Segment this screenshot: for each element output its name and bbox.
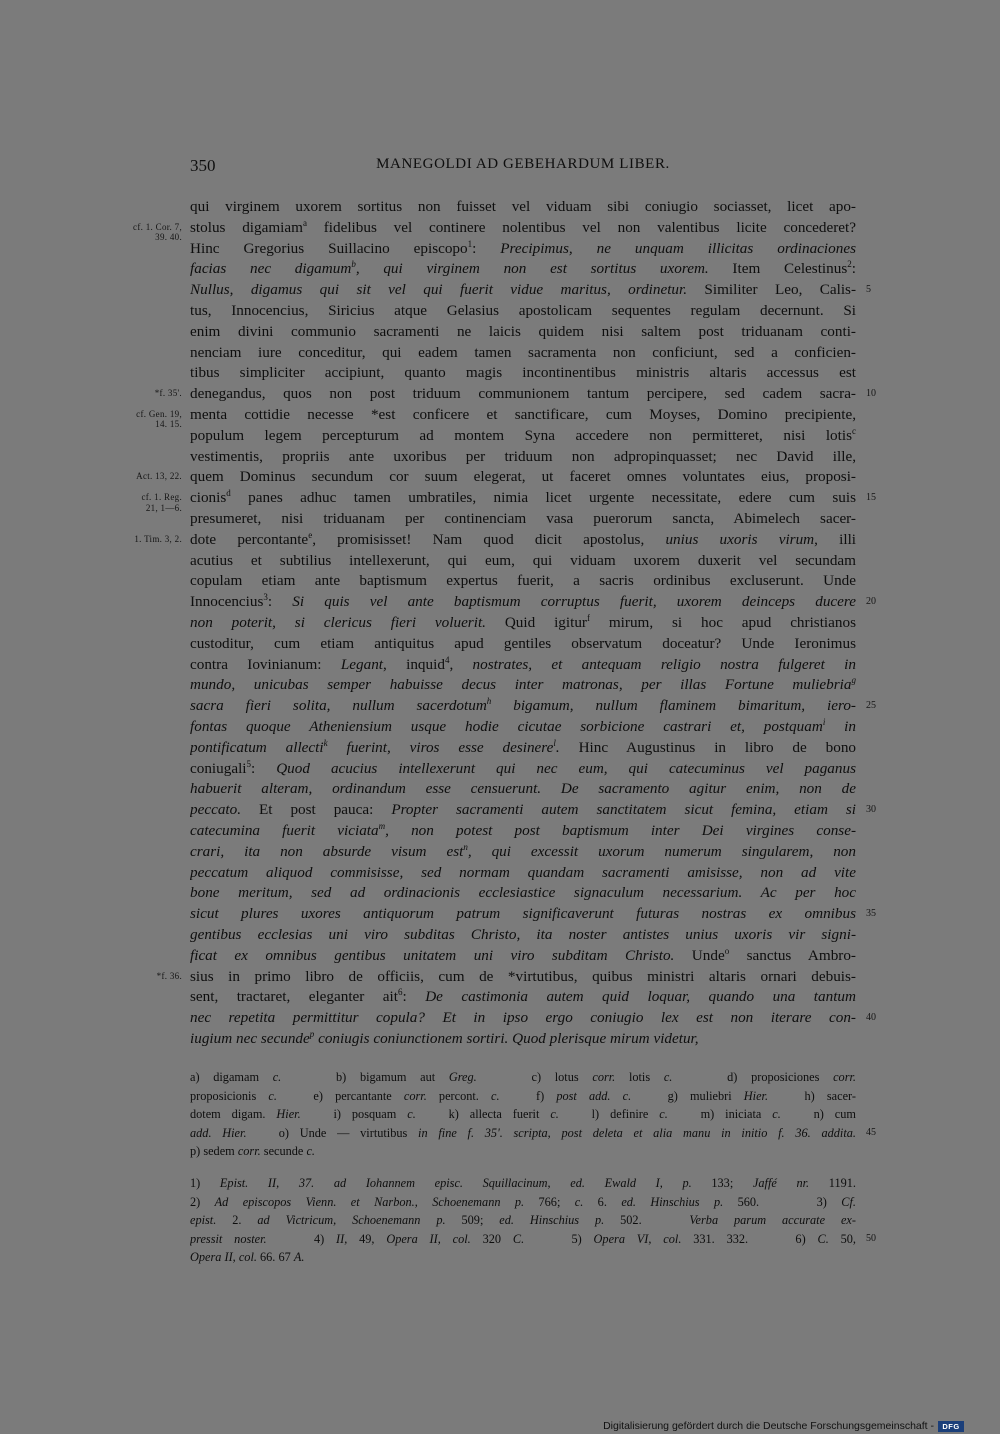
text-line: gentibus ecclesias uni viro subditas Christo, ita noster antistes unius uxoris vir signi- <box>190 926 856 943</box>
footnote-line: 2) Ad episcopos Vienn. et Narbon., Schoenemann p. 766; c. 6. ed. Hinschius p. 560. 3) Cf. <box>190 1194 856 1209</box>
text-line: sent, tractaret, eleganter ait$^6$: De castimonia autem quid loquar, quando una tantum <box>190 987 856 1006</box>
text-line: vestimentis, propriis ante uxoribus per triduum non adpropinquasset; nec David ille, <box>190 447 856 465</box>
text-line: ficat ex omnibus gentibus unitatem uni viro subditam Christo. Unde$^o$ sanctus Ambro- <box>190 945 856 964</box>
margin-note: cf. 1. Reg. <box>141 492 182 503</box>
text-line: menta cottidie necesse *est conficere et sanctificare, cum Moyses, Domino precipiente, <box>190 406 856 423</box>
line-number: 5 <box>866 284 871 296</box>
text-line: fontas quoque Atheniensium usque hodie cicutae sorbicione castrari et, postquam$^i$ in <box>190 716 856 735</box>
margin-note: *f. 36. <box>156 970 182 981</box>
running-title: MANEGOLDI AD GEBEHARDUM LIBER. <box>376 156 670 172</box>
margin-note: *f. 35'. <box>154 388 182 399</box>
text-line: catecumina fuerit viciata$^m$, non potest post baptismum inter Dei virgines conse- <box>190 820 856 839</box>
footnote-line: a) digamam c. b) bigamum aut Greg. c) lotus corr. lotis c. d) proposiciones corr. <box>190 1070 856 1084</box>
margin-note: cf. Gen. 19, <box>136 409 182 419</box>
footer-credit <box>603 1419 964 1433</box>
line-number: 20 <box>866 596 876 608</box>
text-line: nec repetita permittitur copula? Et in ipso ergo coniugio lex est non iterare con- <box>190 1009 856 1027</box>
text-line: custoditur, cum etiam antiquitus apud gentiles observatum doceatur? Unde Ieronimus <box>190 634 856 652</box>
text-line: peccatum aliquod commisisse, sed normam quandam sacramenti amisisse, non ad vite <box>190 863 856 881</box>
margin-note: Act. 13, 22. <box>136 471 182 482</box>
text-line: crari, ita non absurde visum est$^n$, qui excessit uxorum numerum singularem, non <box>190 841 856 860</box>
text-line: iugium nec secunde$^p$ coniugis coniunctionem sortiri. Quod plerisque mirum videtur, <box>190 1028 699 1047</box>
footnote-line: epist. 2. ad Victricum, Schoenemann p. 509; ed. Hinschius p. 502. Verba parum accurate ex- <box>190 1213 856 1228</box>
text-line: pontificatum allecti$^k$ fuerint, viros esse desinere$^l$. Hinc Augustinus in libro de bono <box>190 737 856 756</box>
footnote-line: Opera II, col. 66. 67 A. <box>190 1250 305 1265</box>
footnote-line: dotem digam. Hier. i) posquam c. k) allecta fuerit c. l) definire c. m) iniciata c. n) cum <box>190 1107 856 1122</box>
text-line: bone meritum, sed ad ordinacionis ecclesiastice signaculum necessarium. Ac per hoc <box>190 884 856 902</box>
footnote-line: add. Hier. o) Unde — virtutibus in fine f. 35'. scripta, post deleta et alia manu in initio f. 36. addita. <box>190 1125 856 1140</box>
text-line: cionis$^d$ panes adhuc tamen umbratiles, nimia licet urgente necessitate, edere cum suis <box>190 488 856 507</box>
text-line: coniugali$^5$: Quod acucius intellexerunt qui nec eum, qui catecuminus vel paganus <box>190 758 856 777</box>
text-line: stolus digamiam$^a$ fidelibus vel continere nolentibus vel non valentibus licite concederet? <box>190 217 856 236</box>
line-number: 35 <box>866 908 876 920</box>
footnote-line: 1) Epist. II, 37. ad Iohannem episc. Squillacinum, ed. Ewald I, p. 133; Jaffé nr. 1191. <box>190 1176 856 1190</box>
text-line: nenciam iure conceditur, qui eadem tamen sacramenta non conficiunt, sed a conficien- <box>190 343 856 361</box>
text-line: habuerit alteram, ordinandum esse censuerunt. De sacramento agitur enim, non de <box>190 780 856 798</box>
text-line: populum legem percepturum ad montem Syna accedere non permitteret, nisi lotis$^c$ <box>190 425 856 444</box>
text-line: presumeret, nisi triduanam per continenciam vasa puerorum sancta, Abimelech sacer- <box>190 510 856 527</box>
text-line: sius in primo libro de officiis, cum de *virtutibus, quibus ministri altaris ornari debuis- <box>190 967 856 985</box>
text-line: Nullus, digamus qui sit vel qui fuerit vidue maritus, ordinetur. Similiter Leo, Calis- <box>190 281 856 299</box>
text-line: tus, Innocencius, Siricius atque Gelasius apostolicam sequentes regulam decernunt. Si <box>190 302 856 319</box>
footnote-line: p) sedem corr. secunde c. <box>190 1144 316 1159</box>
text-line: enim divini communio sacramenti ne laicis quidem nisi saltem post triduanam conti- <box>190 322 856 340</box>
margin-note: 39. 40. <box>155 232 182 243</box>
text-line: quem Dominus secundum cor suum elegerat, ut faceret omnes voluntates eius, proposi- <box>190 468 856 486</box>
text-line: mundo, unicubas semper habuisse decus inter matronas, per illas Fortune muliebria$^g$ <box>190 675 856 694</box>
text-line: tibus simpliciter accipiunt, quanto magis incontinentibus ministris altaris accessus est <box>190 364 856 382</box>
line-number: 45 <box>866 1126 876 1138</box>
line-number: 30 <box>866 804 876 816</box>
text-line: copulam etiam ante baptismum expertus fuerit, a sacris ordinibus excluserunt. Unde <box>190 572 856 590</box>
line-number: 10 <box>866 388 876 400</box>
footnote-line: proposicionis c. e) percantante corr. percont. c. f) post add. c. g) muliebri Hier. h) sacer- <box>190 1088 856 1103</box>
margin-note: 14. 15. <box>155 419 182 430</box>
footnote-line: pressit noster. 4) II, 49, Opera II, col. 320 C. 5) Opera VI, col. 331. 332. 6) C. 50, <box>190 1231 856 1246</box>
text-line: sicut plures uxores antiquorum patrum significaverunt futuras nostras ex omnibus <box>190 905 856 923</box>
text-line: Hinc Gregorius Suillacino episcopo$^1$: Precipimus, ne unquam illicitas ordinaciones <box>190 238 856 257</box>
page-number: 350 <box>190 156 216 175</box>
text-line: non poterit, si clericus fieri voluerit. Quid igitur$^f$ mirum, si hoc apud christianos <box>190 612 856 631</box>
line-number: 40 <box>866 1012 876 1024</box>
text-line: contra Iovinianum: Legant, inquid$^4$, nostrates, et antequam religio nostra fulgeret in <box>190 654 856 673</box>
line-number: 15 <box>866 492 876 504</box>
text-line: denegandus, quos non post triduum communionem tantum percipere, sed cadem sacra- <box>190 385 856 403</box>
footer-credit-text: Digitalisierung gefördert durch die Deutsche Forschungsgemeinschaft - <box>603 1420 934 1432</box>
text-line: sacra fieri solita, nullum sacerdotum$^h$ bigamum, nullum flaminem bimaritum, iero- <box>190 696 856 715</box>
margin-note: cf. 1. Cor. 7, <box>133 221 182 232</box>
line-number: 25 <box>866 700 876 712</box>
text-line: acutius et subtilius intellexerunt, qui eum, qui viduam uxorem duxerit vel secundam <box>190 551 856 569</box>
margin-note: 21, 1—6. <box>145 502 182 513</box>
dfg-logo-icon: DFG <box>938 1421 964 1432</box>
text-line: peccato. Et post pauca: Propter sacramenti autem sanctitatem sicut femina, etiam si <box>190 801 856 819</box>
line-number: 50 <box>866 1232 876 1244</box>
text-line: facias nec digamum$^b$, qui virginem non est sortitus uxorem. Item Celestinus$^2$: <box>190 259 856 278</box>
page-header <box>190 156 856 180</box>
margin-note: 1. Tim. 3, 2. <box>134 533 182 544</box>
text-line: dote percontante$^e$, promisisset! Nam quod dicit apostolus, unius uxoris virum, illi <box>190 529 856 548</box>
text-line: Innocencius$^3$: Si quis vel ante baptismum corruptus fuerit, uxorem deinceps ducere <box>190 592 856 611</box>
text-line: qui virginem uxorem sortitus non fuisset vel viduam sibi coniugio sociasset, licet apo- <box>190 198 856 215</box>
